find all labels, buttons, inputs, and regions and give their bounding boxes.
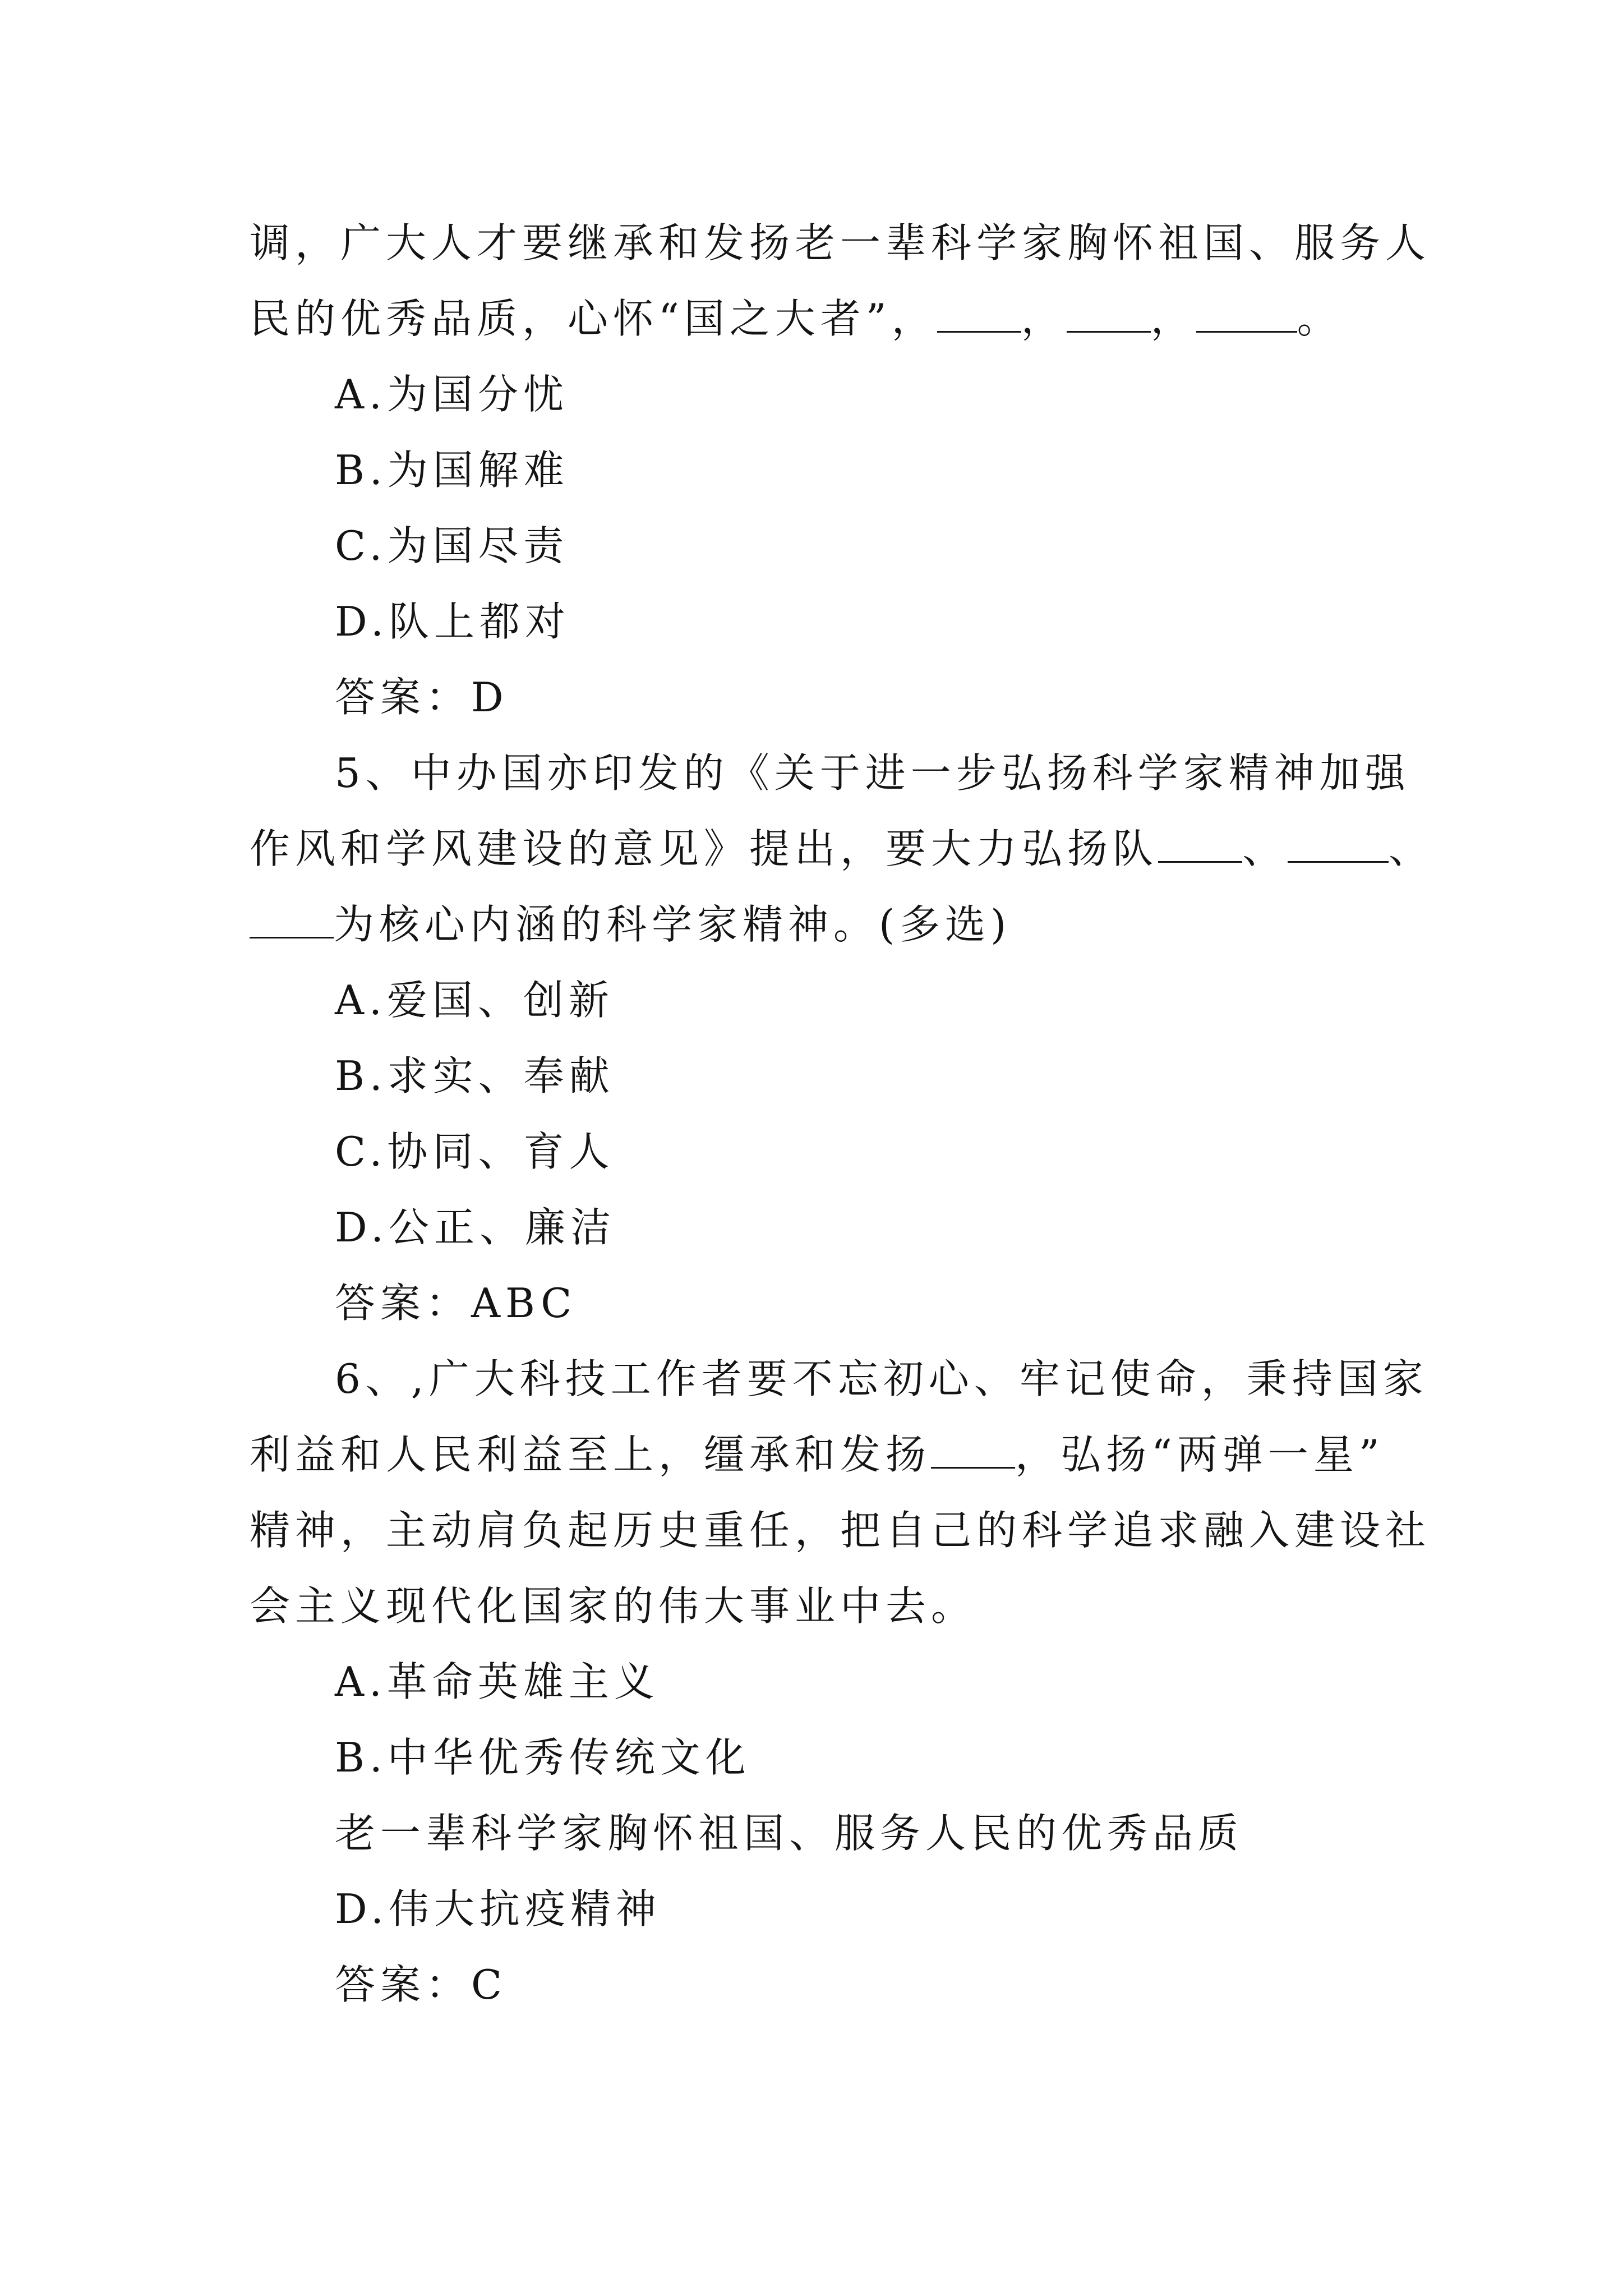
q6-option-b: B.中华优秀传统文化 <box>335 1734 751 1781</box>
fill-blank <box>250 903 334 938</box>
q6-stem-text: ，弘扬“两弹一星” <box>1015 1431 1385 1478</box>
fill-blank <box>1288 827 1389 863</box>
q6-option-a: A.革命英雄主义 <box>335 1658 660 1705</box>
q4-option-a: A.为国分忧 <box>335 371 569 418</box>
q4-stem-text: 调，广大人才要继承和发扬老一辈科学家胸怀祖国、服务人 <box>250 219 1431 266</box>
q4-stem-text: 民的优秀品质，心怀“国之大者”， <box>250 295 937 342</box>
q4-option-d: D.队上都对 <box>335 598 571 645</box>
fill-blank <box>937 297 1021 333</box>
q5-stem-text: 、 <box>1389 825 1435 872</box>
q4-stem-line-1 <box>250 215 1431 271</box>
q5-stem-text: 、 <box>1242 825 1288 872</box>
q6-option-c: 老一辈科学家胸怀祖国、服务人民的优秀品质 <box>335 1810 1244 1857</box>
q5-stem-line-1: 5、中办国亦印发的《关于进一步弘扬科学家精神加强 <box>335 749 1410 797</box>
q4-stem-line-2 <box>250 291 1343 347</box>
q4-stem-text: ， <box>1150 295 1196 342</box>
q6-stem-text: 利益和人民利益至上，缰承和发扬 <box>250 1431 932 1478</box>
q6-option-d: D.伟大抗疫精神 <box>335 1885 662 1932</box>
q4-stem-text: 。 <box>1297 295 1343 342</box>
q5-stem-line-3 <box>250 896 1011 953</box>
q5-option-c: C.协同、育人 <box>335 1128 615 1175</box>
q4-option-c: C.为国尽责 <box>335 522 569 569</box>
q4-answer: 答案：D <box>335 674 509 721</box>
q5-stem-line-2 <box>250 821 1434 877</box>
q6-stem-line-3: 精神，主动肩负起历史重任，把自己的科学追求融入建设社 <box>250 1507 1431 1554</box>
q5-option-b: B.求实、奉献 <box>335 1052 615 1099</box>
q4-option-b: B.为国解难 <box>335 447 569 494</box>
q5-stem-text: 为核心内涵的科学家精神。(多选) <box>334 901 1012 948</box>
q5-option-a: A.爱国、创新 <box>335 977 614 1024</box>
q6-stem-line-2 <box>250 1427 1385 1483</box>
q5-answer: 答案：ABC <box>335 1280 577 1327</box>
q6-stem-line-4: 会主义现代化国家的伟大事业中去。 <box>250 1582 977 1630</box>
q4-stem-text: ， <box>1021 295 1067 342</box>
q5-stem-text: 作风和学风建设的意见》提出，要大力弘扬队 <box>250 825 1159 872</box>
q5-option-d: D.公正、廉洁 <box>335 1204 616 1251</box>
fill-blank <box>1196 297 1297 333</box>
q6-answer: 答案：C <box>335 1961 508 2008</box>
fill-blank <box>1067 297 1151 333</box>
fill-blank <box>931 1433 1015 1469</box>
q6-stem-line-1: 6、,广大科技工作者要不忘初心、牢记使命，秉持国家 <box>335 1355 1428 1402</box>
fill-blank <box>1158 827 1242 863</box>
